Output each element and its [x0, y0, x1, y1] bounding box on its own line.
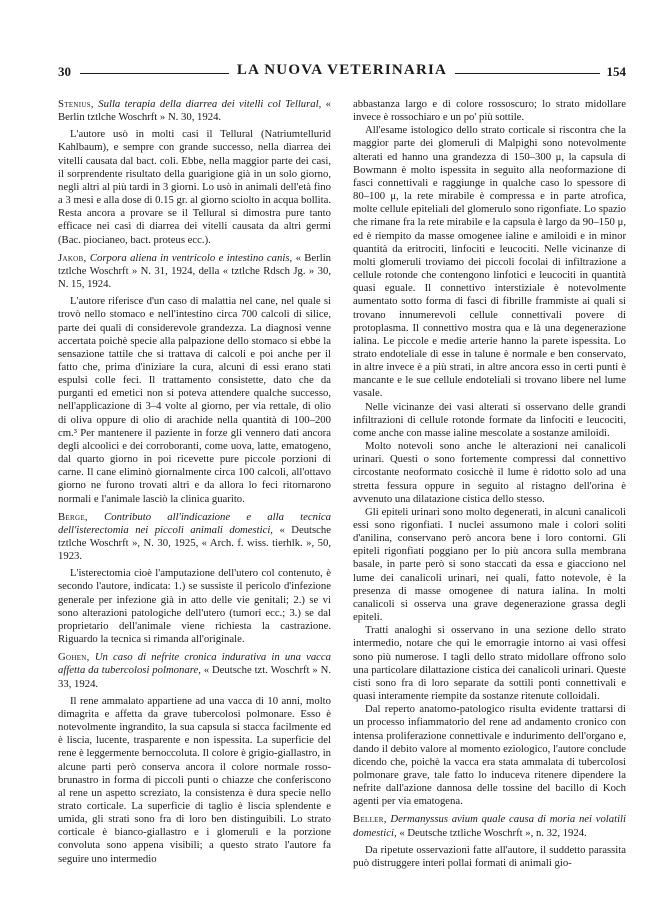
author-name: Berge, — [58, 510, 88, 523]
reference-gohen — [58, 651, 331, 690]
page-number-left: 30 — [58, 64, 71, 79]
article-title: Un caso di nefrite cronica indurativa in una vacca affetta da tubercolosi polmonare, — [58, 651, 332, 677]
journal-title: LA NUOVA VETERINARIA — [58, 62, 626, 79]
body-paragraph: Dal reperto anatomo-patologico risulta evidente trattarsi di un processo infiammatorio del rene ad andamento cronico con intensa proliferazione connettivale e indurimento dell'organo e, dando il debito valore al momento eziologico, l'autore conclude dicendo che, poichè la vacca era stata ammalata di tubercolosi polmonare grave, tale fatto lo induceva ritenere dipendere la nefrite dall'azione dannosa delle tossine del bacillo di Koch agenti per via ematogena. — [353, 703, 626, 808]
author-name: Beller, — [353, 813, 387, 826]
body-paragraph: Nelle vicinanze dei vasi alterati si osservano delle grandi infiltrazioni di cellule rotonde formate da linfociti e leucociti, come anche con masse ialine mescolate a sostanze amiloidi. — [353, 400, 626, 439]
header-rule-right — [450, 73, 600, 74]
author-name: Gohen, — [58, 651, 90, 664]
article-source: « Berlin tztlche Woschrft » N. 30, 1924. — [58, 98, 332, 124]
author-name: Stenius, — [58, 98, 94, 110]
abstract-text: L'autore usò in molti casi il Tellural (Natriumtellurid Kahlbaum), e sempre con grande successo, nella diarrea dei vitelli causata dal bact. coli. Ebbe, nella maggior parte dei casi, il sorprendente risultato della guarigione già in un solo giorno, negli altri al più tardi in 3 giorni. Lo usò in animali dell'età fino a 3 mesi e alla dose di 0.15 gr. al giorno sciolto in acqua bollita. Resta ancora a provare se il Tellural si dimostra pure tanto efficace nei casi di diarrea dei vitelli causata da altri germi (Bac. piocianeo, bact. proteus ecc.). — [58, 128, 331, 246]
continued-text: abbastanza largo e di colore rossoscuro; lo strato midollare invece è rossochiaro e un po' più sottile. — [353, 98, 626, 124]
body-paragraph: All'esame istologico dello strato corticale si riscontra che la maggior parte dei glomeruli di Malpighi sono notevolmente alterati ed hanno una grandezza di 150–300 μ, la capsula di Bowmann è molto ispessita in seguito alla neoformazione di fasci connettivali e raggiunge in qualche caso lo spessore di 80–100 μ, la rete mirabile è compressa e in parte atrofica, molte cellule epiteliali del glomerulo sono rigonfiate. Lo spazio che rimane fra la rete mirabile e la capsula è largo da 90–150 μ, ed è riempito da masse omogenee ialine e amiloidi e in minor quantità da eritrociti, linfociti e leucociti. Nelle vicinanze di molti glomeruli troviamo dei piccoli focolai di infiltrazione a cellule rotonde che contengono linfotici e leucociti in quantità quasi eguale. Il connettivo interstiziale è notevolmente aumentato sotto forma di fasci di fibrille frammiste ai quali si trovano innumerevoli cellule connettivali povere di protoplasma. Il connettivo mostra qua e là una degenerazione ialina. Le piccole e medie arterie hanno la parete ispessita. Lo strato endoteliale di esse in talune è normale e ben conservato, in altre invece è a più strati, in altre ancora esso in certi punti è mancante e le sue cellule endoteliali si trovano libere nel lume vasale. — [353, 124, 626, 400]
left-column — [58, 98, 331, 866]
right-column — [353, 98, 626, 870]
reference-stenius — [58, 98, 331, 124]
reference-beller — [353, 813, 626, 839]
abstract-text: L'isterectomia cioè l'amputazione dell'utero col contenuto, è secondo l'autore, indicata: 1.) se sussiste il pericolo d'infezione generale per infezione già in atto delle vie genitali; 2.) se vi sono alterazioni patologiche dell'utero (tumori ecc.; 3.) se dal proprietario dell'animale viene richiesta la castrazione. Riguardo la tecnica si rimanda all'originale. — [58, 567, 331, 646]
abstract-text: Da ripetute osservazioni fatte all'autore, il suddetto parassita può distruggere interi pollai formati di animali gio- — [353, 843, 626, 869]
article-title: Sulla terapia della diarrea dei vitelli col Tellural, — [98, 98, 322, 110]
page-number-right: 154 — [606, 64, 626, 79]
reference-berge — [58, 511, 331, 564]
body-paragraph: Molto notevoli sono anche le alterazioni nei canalicoli urinari. Questi o sono fortemente compressi dal connettivo circostante neoformato cosicchè il lume è ridotto solo ad una stretta fessura oppure in seguito al ristagno dell'orina è avvenuto una dilatazione cistica dello stesso. — [353, 440, 626, 505]
article-title: Dermanyssus avium quale causa di moria nei volatili domestici, — [353, 813, 626, 839]
article-source: « Berlin tztlche Woschrft » N. 31, 1924, della « tztlche Rdsch Jg. » 30, N. 15, 1924. — [58, 251, 332, 291]
article-title: Corpora aliena in ventricolo e intestino canis, — [89, 251, 293, 264]
body-paragraph: Gli epiteli urinari sono molto degenerati, in alcuni canalicoli essi sono rigonfiati. I nuclei assumono male i colori soliti d'anilina, conservano però ancora bene i loro contorni. Gli epiteli rigonfiati poggiano per lo più ancora sulla membrana basale, in parte però si sono staccati da essa e giacciono nel lume dei canalicoli urinari, nei quali, fatto notevole, è la presenza di masse omogenee di natura ialina. In molti canalicoli si osserva una grave degenerazione grassa degli epiteli. — [353, 505, 626, 624]
article-source: « Deutsche tztliche Woschrft », n. 32, 1924. — [399, 826, 587, 839]
page-header — [58, 62, 626, 84]
body-paragraph: Tratti analoghi si osservano in una sezione dello strato intermedio, notare che qui le emorragie intorno ai vasi offesi sono più numerose. I tagli dello strato midollare offrono solo una particolare dilattazione cistica dei canalicoli urinari. Queste cisti sono fra di loro separate da sottili ponti connettivali e quasi interamente riempite da sostanze ritenute colloidali. — [353, 624, 626, 703]
abstract-text: Il rene ammalato appartiene ad una vacca di 10 anni, molto dimagrita e affetta da grave tubercolosi polmonare. Esso è notevolmente ingrandito, la sua capsula si stacca facilmente ed è liscia, lucente, trasparente e non ispessita. La superficie del rene è leggermente bernoccoluta. Il colore è grigio-giallastro, in alcune parti però conserva ancora il colore normale rosso-brunastro in forma di piccoli punti o chiazze che conferiscono al rene un aspetto screziato, la consistenza è dura specie nello strato corticale. La superficie di taglio è liscia splendente e umida, gli strati sono fra di loro ben distinguibili. Lo strato corticale è bianco-giallastro e i glomeruli e la porzione convoluta sono appena visibili; a questo strato l'autore fa seguire uno intermedio — [58, 694, 332, 865]
article-source: « Deutsche tztlche Woschrft », N. 30, 1925, « Arch. f. wiss. tierhlk. », 50, 1923. — [58, 523, 331, 563]
abstract-text: L'autore riferisce d'un caso di malattia nel cane, nel quale si trovò nello stomaco e nell'intestino circa 700 calcoli di silice, parte dei quali di considerevole grandezza. La diagnosi venne accertata poichè specie alla palpazione dello stomaco si ebbe la sensazione tattile che si trattava di calcoli e poi anche per il fatto che, prima d'iniziare la cura, alcuni di essi erano stati espulsi colle feci. Il trattamento consistette, dato che da purganti ed emetici non si poteva attendere qualche successo, nell'applicazione di 3–4 volte al giorno, per via rettale, di olio di oliva oppure di olio di arachide nella quantità di 100–200 cm.³ Per mantenere il paziente in forze gli vennero dati ancora degli alcoolici e dei corroboranti, come uova, latte, ematogeno, dal quarto giorno in poi ricevette pure piccole porzioni di carne. Il cane eliminò giornalmente circa 100 calcoli, all'ottavo giorno ne furono trovati altri e da allora lo feci ritornarono normali e l'animale lasciò la clinica guarito. — [58, 295, 331, 505]
article-source: « Deutsche tzt. Woschrft » N. 33, 1924. — [58, 664, 331, 690]
article-title: Contributo all'indicazione e alla tecnica dell'isterectomia nei piccoli animali domestici, — [58, 510, 332, 536]
reference-jakob — [58, 252, 331, 291]
author-name: Jakob, — [58, 251, 87, 264]
